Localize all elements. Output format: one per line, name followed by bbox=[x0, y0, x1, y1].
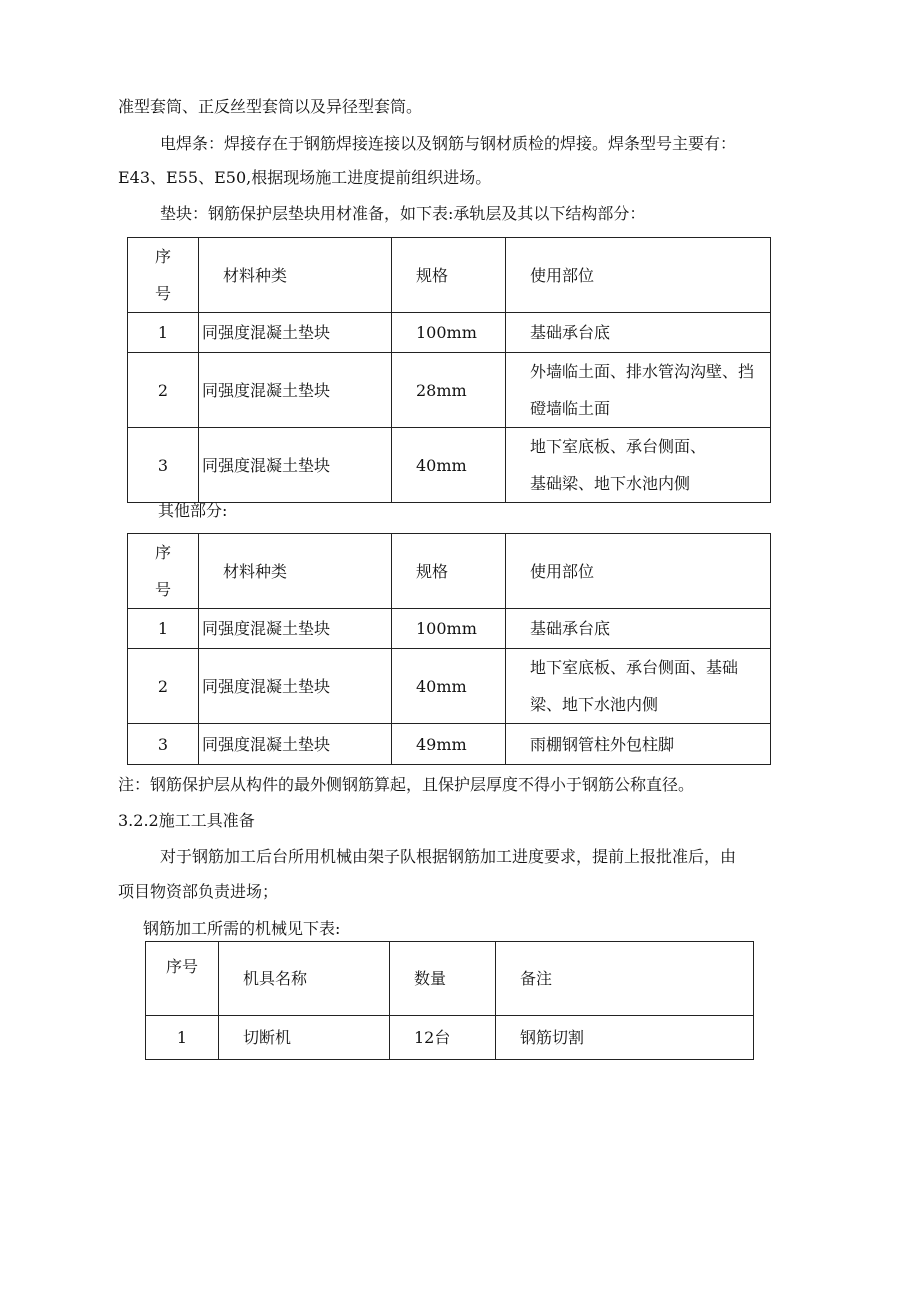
paragraph-p6: 钢筋加工所需的机械见下表: bbox=[143, 919, 341, 938]
header-name: 机具名称 bbox=[219, 942, 390, 1016]
section-heading: 3.2.2施工工具准备 bbox=[118, 811, 255, 830]
table-rebar-cover-blocks-other bbox=[127, 533, 771, 765]
paragraph-p2a: 电焊条：焊接存在于钢筋焊接连接以及钢筋与钢材质检的焊接。焊条型号主要有： bbox=[160, 134, 737, 153]
table-row: 1 同强度混凝土垫块 100mm 基础承台底 bbox=[128, 609, 771, 649]
header-usage: 使用部位 bbox=[506, 534, 771, 609]
paragraph-p4: 其他部分: bbox=[158, 501, 228, 520]
header-no: 序号 bbox=[146, 942, 219, 1016]
header-remark: 备注 bbox=[496, 942, 754, 1016]
table-header-row bbox=[128, 534, 771, 609]
table-header-row bbox=[146, 942, 754, 1016]
header-spec: 规格 bbox=[392, 534, 506, 609]
paragraph-p5a: 对于钢筋加工后台所用机械由架子队根据钢筋加工进度要求，提前上报批准后，由 bbox=[160, 847, 737, 866]
header-material: 材料种类 bbox=[199, 238, 392, 313]
table-row: 2 同强度混凝土垫块 40mm 地下室底板、承台侧面、基础 梁、地下水池内侧 bbox=[128, 649, 771, 724]
header-no: 序 号 bbox=[128, 238, 199, 313]
paragraph-p5b: 项目物资部负责进场； bbox=[118, 882, 279, 901]
paragraph-p2b: E43、E55、E50,根据现场施工进度提前组织进场。 bbox=[118, 168, 492, 187]
header-usage: 使用部位 bbox=[506, 238, 771, 313]
table-header-row bbox=[128, 238, 771, 313]
table-row: 2 同强度混凝土垫块 28mm 外墙临土面、排水管沟沟壁、挡 磴墙临土面 bbox=[128, 353, 771, 428]
table-rebar-cover-blocks-track bbox=[127, 237, 771, 503]
table-row: 3 同强度混凝土垫块 49mm 雨棚钢管柱外包柱脚 bbox=[128, 724, 771, 765]
table-row: 3 同强度混凝土垫块 40mm 地下室底板、承台侧面、 基础梁、地下水池内侧 bbox=[128, 428, 771, 503]
header-spec: 规格 bbox=[392, 238, 506, 313]
table-row: 1 切断机 12台 钢筋切割 bbox=[146, 1016, 754, 1060]
header-no: 序 号 bbox=[128, 534, 199, 609]
table-row: 1 同强度混凝土垫块 100mm 基础承台底 bbox=[128, 313, 771, 353]
paragraph-p3: 垫块：钢筋保护层垫块用材准备，如下表:承轨层及其以下结构部分： bbox=[160, 204, 646, 223]
header-qty: 数量 bbox=[390, 942, 496, 1016]
table-machinery bbox=[145, 941, 754, 1060]
header-material: 材料种类 bbox=[199, 534, 392, 609]
note: 注：钢筋保护层从构件的最外侧钢筋算起，且保护层厚度不得小于钢筋公称直径。 bbox=[118, 775, 695, 794]
paragraph-p1: 准型套筒、正反丝型套筒以及异径型套筒。 bbox=[118, 97, 423, 116]
